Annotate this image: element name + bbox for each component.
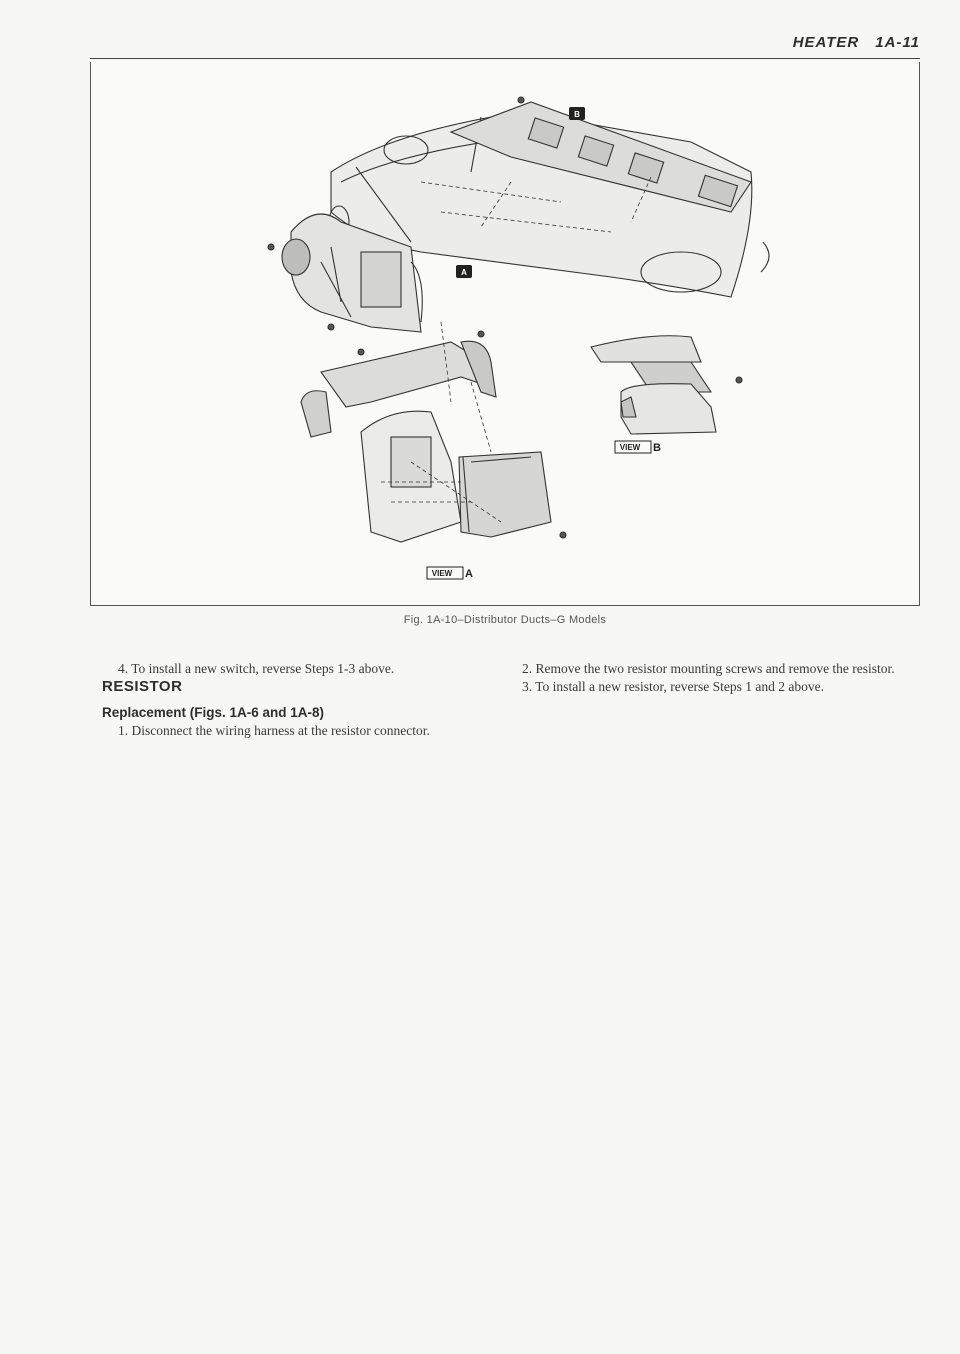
right-duct-assembly (591, 336, 701, 362)
step-2-resistor: 2. Remove the two resistor mounting screws and remove the resistor. (522, 661, 895, 676)
svg-text:VIEW: VIEW (431, 569, 453, 578)
section-heading: RESISTOR (102, 678, 183, 695)
step-4-switch: 4. To install a new switch, reverse Steps 1-3 above. (118, 661, 395, 676)
view-a-label (427, 567, 473, 580)
page-header (0, 34, 920, 51)
right-column (506, 660, 916, 696)
marker-a (456, 265, 472, 278)
duct-illustration (91, 62, 921, 606)
svg-text:A: A (465, 568, 473, 580)
header-section-number: 1A-11 (875, 34, 920, 51)
figure-caption: Fig. 1A-10–Distributor Ducts–G Models (403, 614, 607, 626)
heater-core-box (459, 452, 551, 537)
svg-text:B: B (653, 442, 661, 454)
step-1-resistor: 1. Disconnect the wiring harness at the resistor connector. (118, 723, 430, 738)
header-rule (90, 58, 920, 59)
svg-text:A: A (461, 268, 467, 277)
step-3-resistor: 3. To install a new resistor, reverse Steps 1 and 2 above. (522, 679, 824, 694)
header-title: HEATER (792, 34, 860, 51)
svg-text:VIEW: VIEW (619, 443, 641, 452)
left-column (102, 660, 502, 740)
view-b-label (615, 441, 661, 454)
figure-frame (90, 62, 920, 606)
subsection-heading: Replacement (Figs. 1A-6 and 1A-8) (102, 705, 325, 720)
marker-b (569, 107, 585, 120)
svg-text:B: B (574, 110, 580, 119)
